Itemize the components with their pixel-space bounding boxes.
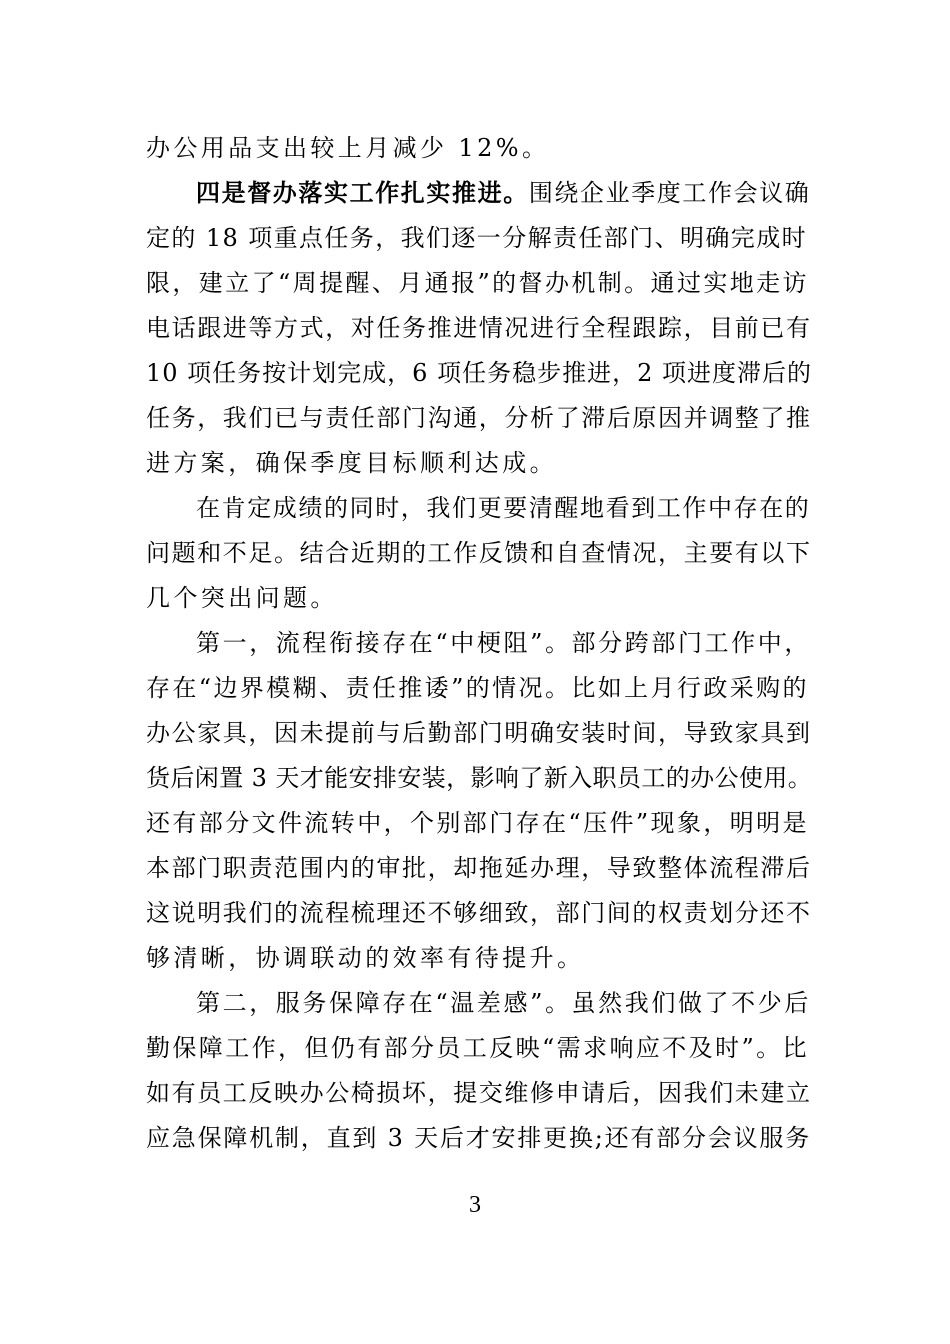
text-line: 电话跟进等方式，对任务推进情况进行全程跟踪，目前已有 xyxy=(146,314,812,342)
text-line: 几个突出问题。 xyxy=(146,584,338,612)
text-line: 应急保障机制，直到 3 天后才安排更换;还有部分会议服务 xyxy=(146,1124,812,1152)
text-line: 第一，流程衔接存在“中梗阻”。部分跨部门工作中， xyxy=(196,629,811,657)
text-line: 勤保障工作，但仍有部分员工反映“需求响应不及时”。比 xyxy=(146,1034,809,1062)
text-line: 限，建立了“周提醒、月通报”的督办机制。通过实地走访 xyxy=(146,269,809,297)
text-line: 办公家具，因未提前与后勤部门明确安装时间，导致家具到 xyxy=(146,719,812,747)
text-line: 够清晰，协调联动的效率有待提升。 xyxy=(146,944,585,972)
text-line: 这说明我们的流程梳理还不够细致，部门间的权责划分还不 xyxy=(146,899,812,927)
section-heading: 四是督办落实工作扎实推进。 xyxy=(196,178,529,207)
text-line: 货后闲置 3 天才能安排安装，影响了新入职员工的办公使用。 xyxy=(146,764,813,792)
text-line: 10 项任务按计划完成，6 项任务稳步推进，2 项进度滞后的 xyxy=(146,359,812,387)
text-line: 任务，我们已与责任部门沟通，分析了滞后原因并调整了推 xyxy=(146,404,812,432)
text-line: 在肯定成绩的同时，我们更要清醒地看到工作中存在的 xyxy=(196,494,811,522)
text-line: 问题和不足。结合近期的工作反馈和自查情况，主要有以下 xyxy=(146,539,812,567)
text-line: 如有员工反映办公椅损坏，提交维修申请后，因我们未建立 xyxy=(146,1079,812,1107)
text-line: 围绕企业季度工作会议确 xyxy=(528,179,811,207)
text-line: 本部门职责范围内的审批，却拖延办理，导致整体流程滞后 xyxy=(146,854,812,882)
paragraph-start-line xyxy=(196,178,810,208)
page-number: 3 xyxy=(469,1192,481,1218)
text-line: 第二，服务保障存在“温差感”。虽然我们做了不少后 xyxy=(196,989,811,1017)
text-line: 定的 18 项重点任务，我们逐一分解责任部门、明确完成时 xyxy=(146,224,807,252)
text-line: 进方案，确保季度目标顺利达成。 xyxy=(146,449,557,477)
text-line: 办公用品支出较上月减少 12%。 xyxy=(146,134,550,162)
text-line: 存在“边界模糊、责任推诿”的情况。比如上月行政采购的 xyxy=(146,674,809,702)
text-line: 还有部分文件流转中，个别部门存在“压件”现象，明明是 xyxy=(146,809,809,837)
